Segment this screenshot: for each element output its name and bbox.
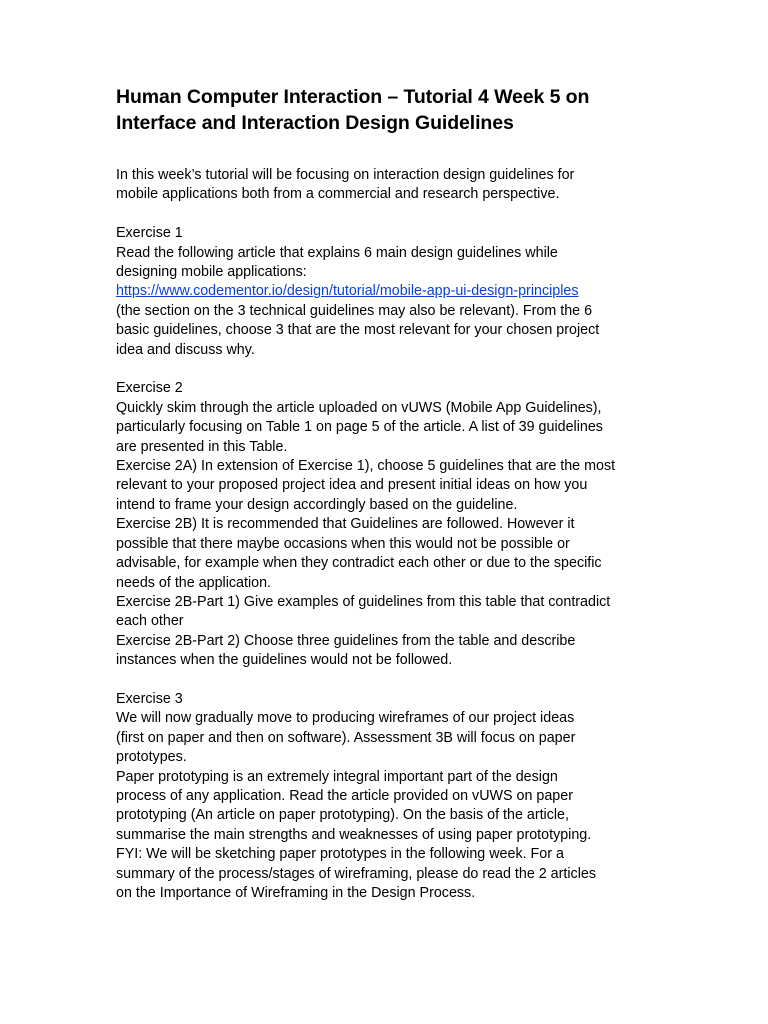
exercise-2-line: Exercise 2B-Part 1) Give examples of guidelines from this table that contradict (116, 593, 611, 610)
exercise-2-line: instances when the guidelines would not be followed. (116, 652, 453, 669)
document-page (116, 84, 656, 903)
exercise-2-section (116, 379, 656, 670)
spacer (116, 360, 656, 379)
exercise-3-line: FYI: We will be sketching paper prototypes in the following week. For a (116, 846, 564, 863)
exercise-1-line: (the section on the 3 technical guidelines may also be relevant). From the 6 (116, 302, 593, 319)
document-title (116, 84, 656, 136)
title-line-2: Interface and Interaction Design Guidelines (116, 112, 514, 134)
exercise-3-line: prototypes. (116, 749, 187, 766)
spacer (116, 205, 656, 224)
intro-line: In this week’s tutorial will be focusing on interaction design guidelines for (116, 167, 575, 183)
exercise-3-line: We will now gradually move to producing wireframes of our project ideas (116, 710, 575, 727)
exercise-3-line: prototyping (An article on paper prototyping). On the basis of the article, (116, 807, 569, 824)
exercise-1-section (116, 224, 656, 360)
exercise-3-line: process of any application. Read the article provided on vUWS on paper (116, 787, 573, 804)
exercise-2-heading: Exercise 2 (116, 380, 183, 397)
exercise-1-link-line (116, 282, 656, 301)
intro-line: mobile applications both from a commercial and research perspective. (116, 186, 560, 203)
exercise-3-line: on the Importance of Wireframing in the Design Process. (116, 884, 476, 901)
title-line-1: Human Computer Interaction – Tutorial 4 Week 5 on (116, 86, 590, 108)
exercise-2-line: each other (116, 613, 184, 630)
exercise-2-line: Quickly skim through the article uploaded on vUWS (Mobile App Guidelines), (116, 399, 602, 416)
exercise-2-line: needs of the application. (116, 574, 271, 591)
exercise-2-line: Exercise 2A) In extension of Exercise 1), choose 5 guidelines that are the most (116, 458, 616, 475)
exercise-3-line: summary of the process/stages of wireframing, please do read the 2 articles (116, 865, 596, 882)
exercise-2-line: particularly focusing on Table 1 on page 5 of the article. A list of 39 guidelines (116, 419, 603, 436)
exercise-3-section (116, 690, 656, 903)
exercise-2-line: are presented in this Table. (116, 438, 288, 455)
exercise-2-line: relevant to your proposed project idea and present initial ideas on how you (116, 477, 588, 494)
exercise-1-line: basic guidelines, choose 3 that are the most relevant for your chosen project (116, 322, 600, 339)
exercise-3-line: Paper prototyping is an extremely integral important part of the design (116, 768, 558, 785)
exercise-3-line: (first on paper and then on software). Assessment 3B will focus on paper (116, 729, 576, 746)
intro-paragraph (116, 166, 656, 205)
exercise-2-line: Exercise 2B-Part 2) Choose three guidelines from the table and describe (116, 632, 576, 649)
exercise-3-heading: Exercise 3 (116, 690, 183, 707)
exercise-1-line: designing mobile applications: (116, 264, 307, 281)
exercise-2-line: advisable, for example when they contradict each other or due to the specific (116, 555, 602, 572)
exercise-2-line: possible that there maybe occasions when this would not be possible or (116, 535, 570, 552)
exercise-1-heading: Exercise 1 (116, 225, 183, 242)
codementor-article-link[interactable]: https://www.codementor.io/design/tutorial/mobile-app-ui-design-principles (116, 283, 579, 300)
exercise-2-line: intend to frame your design accordingly based on the guideline. (116, 496, 518, 513)
exercise-1-line: Read the following article that explains 6 main design guidelines while (116, 244, 558, 261)
exercise-3-line: summarise the main strengths and weaknesses of using paper prototyping. (116, 826, 592, 843)
exercise-1-line: idea and discuss why. (116, 341, 255, 358)
exercise-2-line: Exercise 2B) It is recommended that Guidelines are followed. However it (116, 516, 575, 533)
spacer (116, 671, 656, 690)
